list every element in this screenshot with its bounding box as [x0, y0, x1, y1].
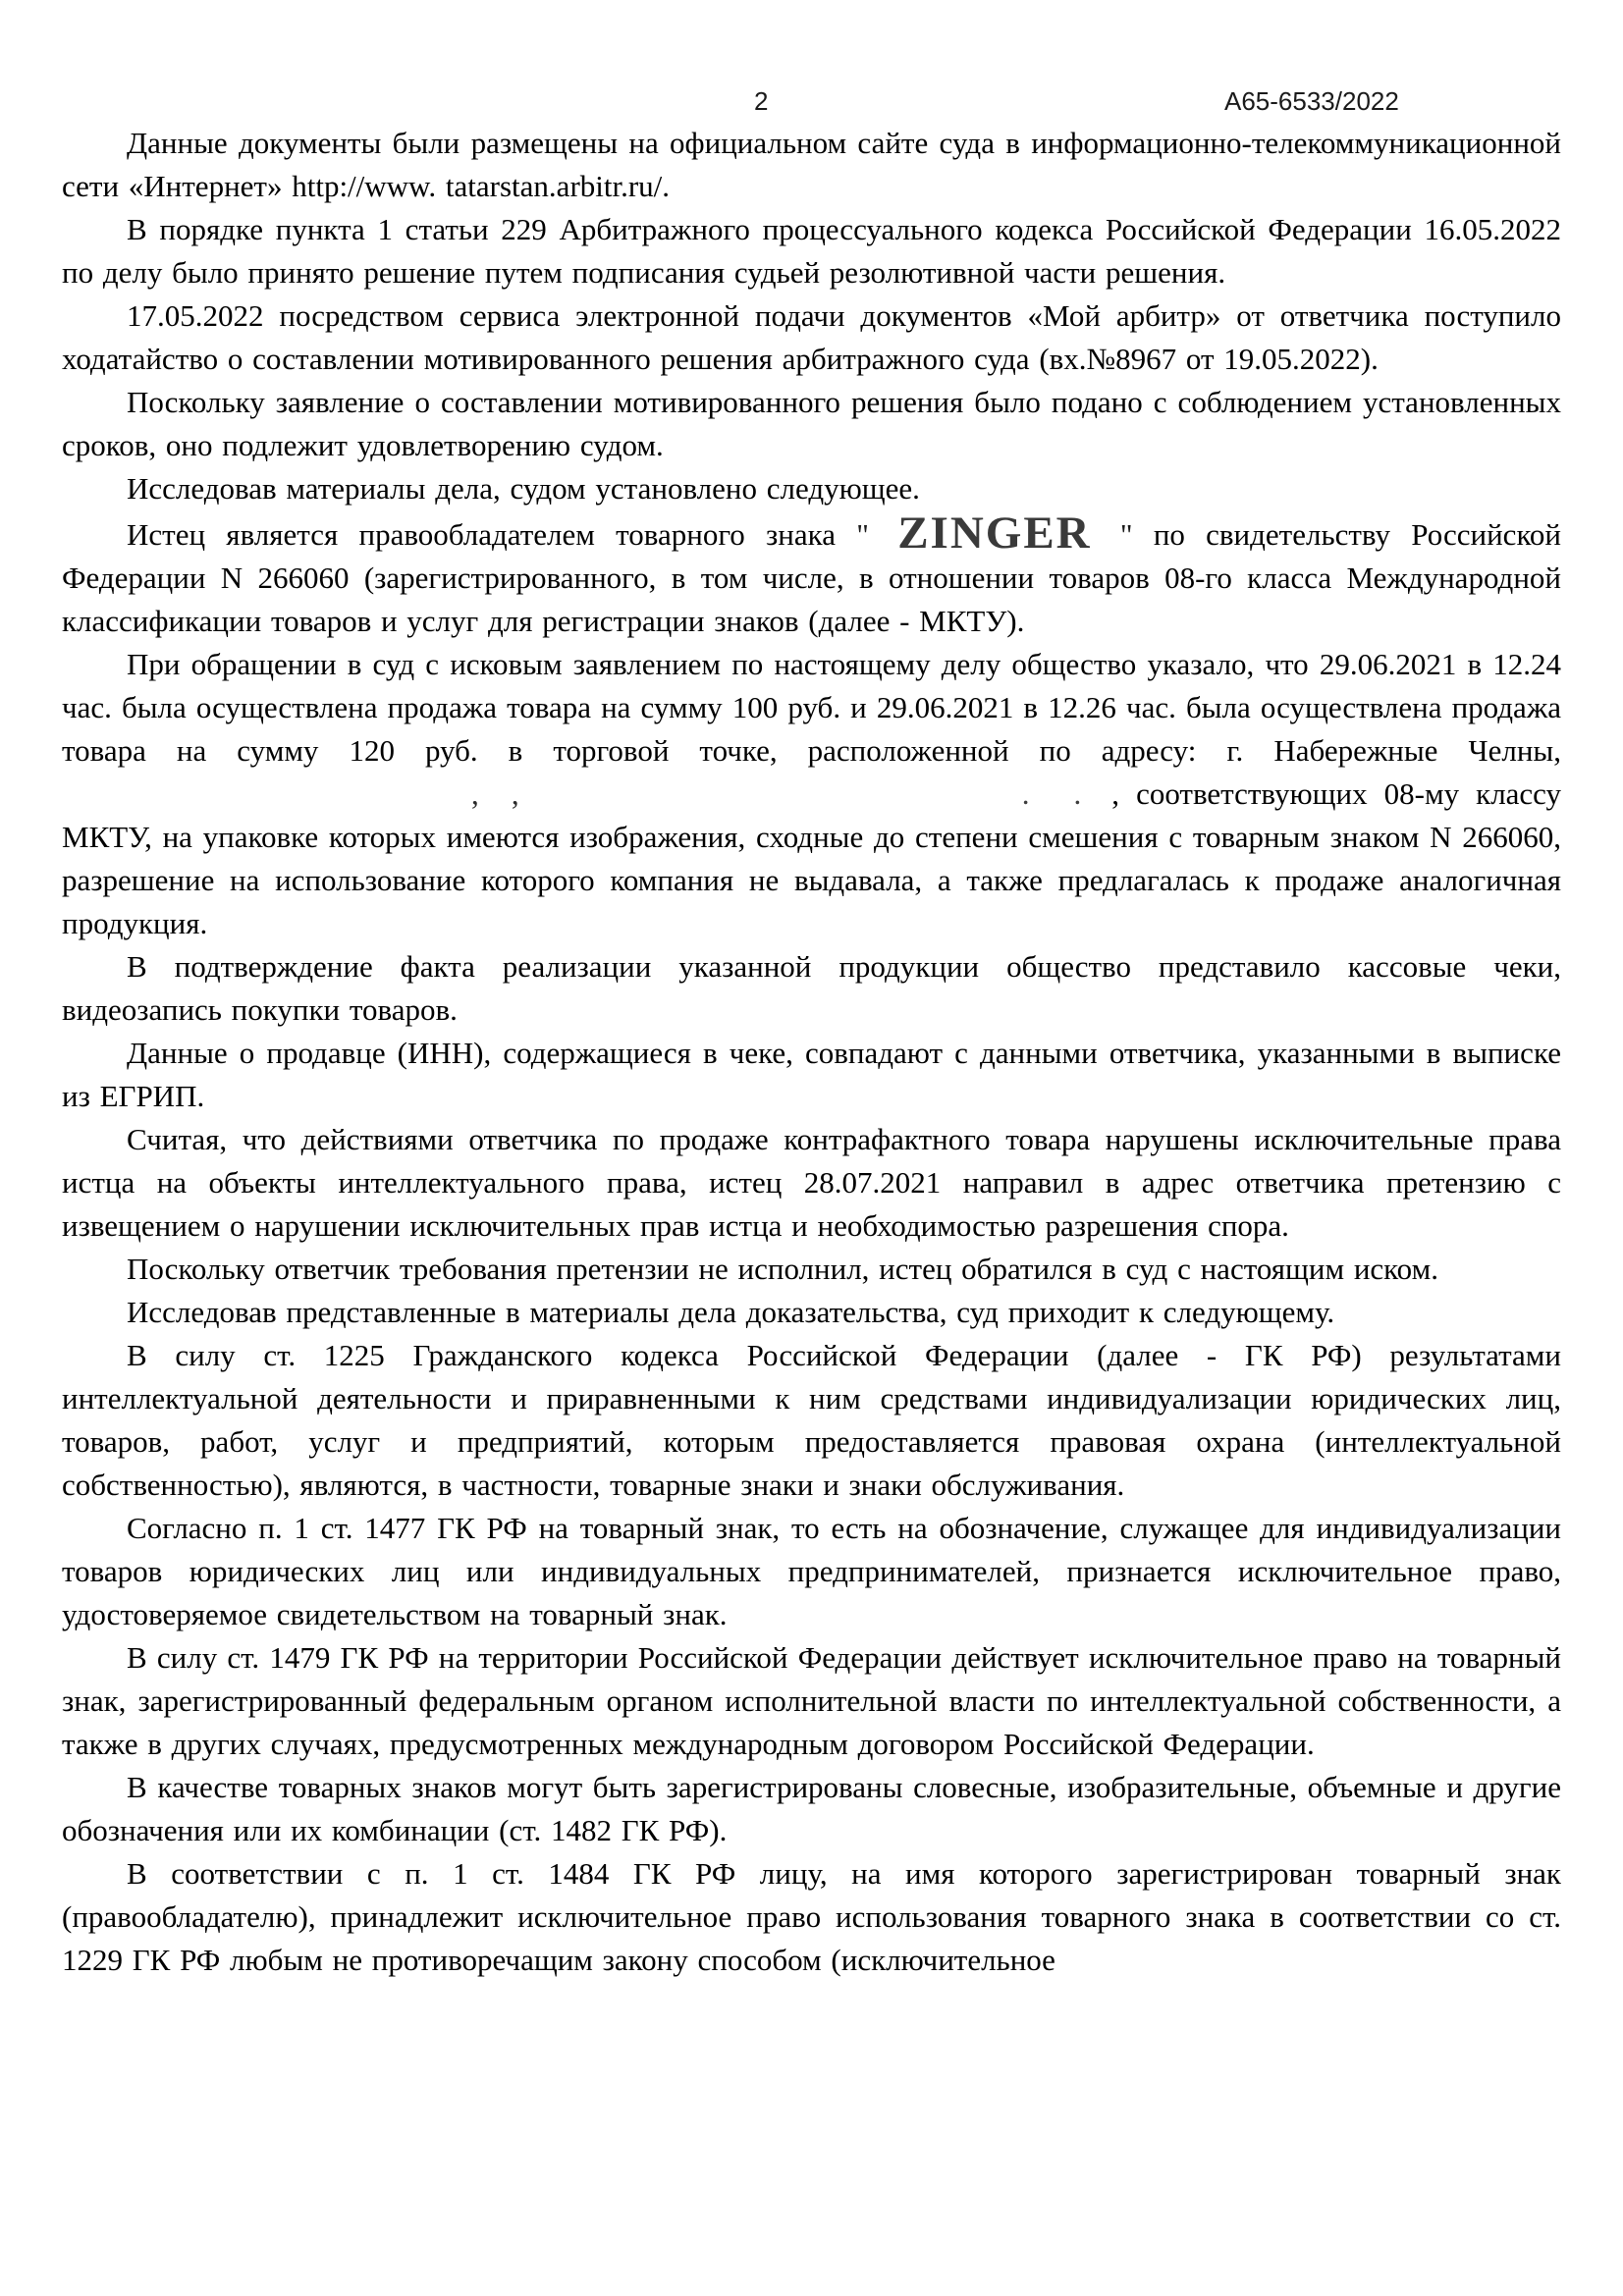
paragraph: Поскольку заявление о составлении мотивированного решения было подано с соблюдением установленных сроков, оно подлежит удовлетворению судом.: [62, 385, 1561, 462]
trademark-text-after: по свидетельству Российской Федерации N 266060 (зарегистрированного, в том числе, в отношении товаров 08-го класса Международной классификации товаров и услуг для регистрации знаков (далее - МКТУ).: [62, 517, 1562, 638]
paragraph: 17.05.2022 посредством сервиса электронной подачи документов «Мой арбитр» от ответчика поступило ходатайство о составлении мотивированного решения арбитражного суда (вх.№8967 от 19.05.2022).: [62, 298, 1561, 376]
paragraph: Считая, что действиями ответчика по продаже контрафактного товара нарушены исключительные права истца на объекты интеллектуального права, истец 28.07.2021 направил в адрес ответчика претензию с извещением о нарушении исключительных прав истца и необходимостью разрешения спора.: [62, 1122, 1561, 1243]
trademark-close-quote: ": [1119, 517, 1133, 552]
paragraph: В силу ст. 1479 ГК РФ на территории Российской Федерации действует исключительное право на товарный знак, зарегистрированный федеральным органом исполнительной власти по интеллектуальной собственности, а также в других случаях, предусмотренных международным договором Российской Федерации.: [62, 1640, 1561, 1761]
zinger-trademark: ZINGER: [897, 507, 1092, 559]
page-number: 2: [754, 86, 769, 116]
purchase-text-1: При обращении в суд с исковым заявлением по настоящему делу общество указало, что 29.06.2021 в 12.24 час. была осуществлена продажа товара на сумму 100 руб. и 29.06.2021 в 12.26 час. была осуществлена продажа товара на сумму 120 руб. в торговой точке, расположенной по адресу: г. Набережные Челны,: [62, 647, 1561, 768]
paragraph: В силу ст. 1225 Гражданского кодекса Российской Федерации (далее - ГК РФ) результатами интеллектуальной деятельности и приравненными к ним средствами индивидуализации юридических лиц, товаров, работ, услуг и предприятий, которым предоставляется правовая охрана (интеллектуальной собственностью), являются, в частности, товарные знаки и знаки обслуживания.: [62, 1338, 1561, 1502]
paragraph: В подтверждение факта реализации указанной продукции общество представило кассовые чеки, видеозапись покупки товаров.: [62, 949, 1561, 1027]
paragraph: Исследовав материалы дела, судом установлено следующее.: [127, 471, 920, 506]
redacted-address-gap-2: [544, 803, 1005, 804]
paragraph-trademark: [62, 507, 1562, 643]
paragraph-purchase: [62, 643, 1561, 945]
paragraph: Данные о продавце (ИНН), содержащиеся в чеке, совпадают с данными ответчика, указанными в выписке из ЕГРИП.: [62, 1036, 1561, 1113]
redaction-remnant-dots: . .: [1021, 776, 1096, 811]
paragraph: Поскольку ответчик требования претензии не исполнил, истец обратился в суд с настоящим иском.: [127, 1252, 1438, 1286]
paragraph: Согласно п. 1 ст. 1477 ГК РФ на товарный знак, то есть на обозначение, служащее для индивидуализации товаров юридических лиц или индивидуальных предпринимателей, признается исключительное право, удостоверяемое свидетельством на товарный знак.: [62, 1511, 1561, 1631]
paragraph: Исследовав представленные в материалы дела доказательства, суд приходит к следующему.: [127, 1295, 1335, 1329]
case-number: А65-6533/2022: [1224, 86, 1399, 116]
redacted-address-gap: [62, 803, 455, 804]
redaction-remnant-commas: , ,: [471, 776, 527, 811]
paragraph: В соответствии с п. 1 ст. 1484 ГК РФ лицу, на имя которого зарегистрирован товарный знак (правообладателю), принадлежит исключительное право использования товарного знака в соответствии со ст. 1229 ГК РФ любым не противоречащим закону способом (исключительное: [62, 1856, 1561, 1977]
paragraph: Данные документы были размещены на официальном сайте суда в информационно-телекоммуникационной сети «Интернет» http://www. tatarstan.arbitr.ru/.: [62, 126, 1561, 203]
purchase-text-2: , соответствующих 08-му классу МКТУ, на упаковке которых имеются изображения, сходные до степени смешения с товарным знаком N 266060, разрешение на использование которого компания не выдавала, а также предлагалась к продаже аналогичная продукция.: [62, 776, 1562, 940]
paragraph: В качестве товарных знаков могут быть зарегистрированы словесные, изобразительные, объемные и другие обозначения или их комбинации (ст. 1482 ГК РФ).: [62, 1770, 1561, 1847]
trademark-open-quote: ": [856, 517, 869, 552]
paragraph: В порядке пункта 1 статьи 229 Арбитражного процессуального кодекса Российской Федерации 16.05.2022 по делу было принято решение путем подписания судьей резолютивной части решения.: [62, 212, 1561, 290]
document-body: [62, 122, 1561, 1982]
page-header: [0, 86, 1623, 120]
trademark-text-before: Истец является правообладателем товарного знака: [127, 517, 836, 552]
